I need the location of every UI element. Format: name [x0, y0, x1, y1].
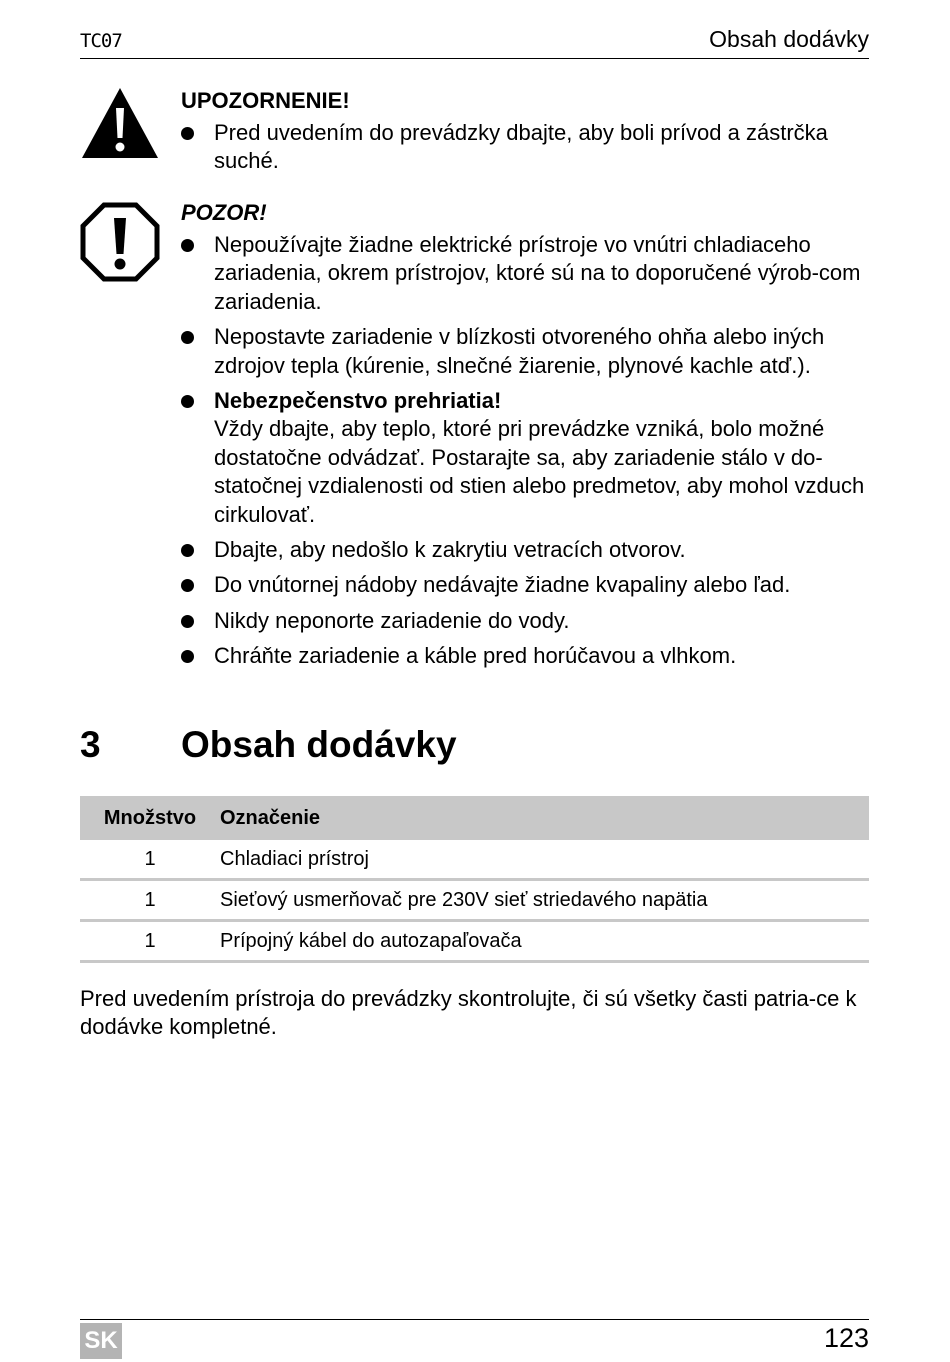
cell-quantity: 1	[80, 840, 220, 880]
warning-triangle-icon	[80, 86, 160, 166]
bullet-icon	[181, 650, 194, 663]
caution-heading: POZOR!	[181, 200, 267, 225]
cell-designation: Prípojný kábel do autozapaľovača	[220, 921, 869, 962]
list-item-text: Nepoužívajte žiadne elektrické prístroje vo vnútri chladiaceho zariadenia, okrem prístrojov, ktoré sú na to doporučené výrob-com zariadenia.	[214, 232, 861, 314]
column-header-quantity: Množstvo	[80, 796, 220, 840]
bullet-icon	[181, 239, 194, 252]
list-item-text: Nepostavte zariadenie v blízkosti otvoreného ohňa alebo iných zdrojov tepla (kúrenie, slnečné žiarenie, plynové kachle atď.).	[214, 324, 825, 378]
cell-quantity: 1	[80, 880, 220, 921]
list-item	[181, 571, 869, 599]
section-heading	[80, 724, 457, 766]
cell-quantity: 1	[80, 921, 220, 962]
list-item	[181, 323, 869, 380]
contents-table	[80, 796, 869, 963]
list-item-text: Pred uvedením do prevádzky dbajte, aby boli prívod a zástrčka suché.	[214, 120, 828, 174]
list-item-text: Chráňte zariadenie a káble pred horúčavou a vlhkom.	[214, 643, 737, 669]
header-title: Obsah dodávky	[709, 26, 869, 52]
table-row	[80, 880, 869, 921]
bullet-icon	[181, 615, 194, 628]
caution-octagon-icon	[80, 202, 160, 282]
warning-list	[181, 119, 869, 176]
bullet-icon	[181, 331, 194, 344]
page-number: 123	[823, 1323, 869, 1353]
model-name: TC07	[80, 30, 122, 52]
list-item	[181, 119, 869, 176]
list-item	[181, 607, 869, 635]
table-row	[80, 840, 869, 880]
list-item	[181, 642, 869, 670]
page-header	[80, 24, 869, 59]
list-item-text: Vždy dbajte, aby teplo, ktoré pri prevádzke vzniká, bolo možné dostatočne odvádzať. Postarajte sa, aby zariadenie stálo v do-statočnej vzdialenosti od stien alebo predmetov, aby mohol vzduch cirkulovať.	[214, 416, 865, 527]
table-header-row	[80, 796, 869, 840]
section-title: Obsah dodávky	[181, 724, 457, 765]
page-footer	[80, 1319, 869, 1362]
list-item	[181, 231, 869, 316]
table-row	[80, 921, 869, 962]
caution-notice	[80, 198, 869, 678]
bullet-icon	[181, 579, 194, 592]
cell-designation: Sieťový usmerňovač pre 230V sieť striedavého napätia	[220, 880, 869, 921]
bullet-icon	[181, 127, 194, 140]
list-item	[181, 536, 869, 564]
caution-list	[181, 231, 869, 671]
list-item-text: Do vnútornej nádoby nedávajte žiadne kvapaliny alebo ľad.	[214, 572, 791, 598]
list-item-emphasis: Nebezpečenstvo prehriatia!	[214, 388, 502, 414]
bullet-icon	[181, 395, 194, 408]
list-item-text: Dbajte, aby nedošlo k zakrytiu vetracích otvorov.	[214, 537, 686, 563]
list-item	[181, 387, 869, 529]
warning-notice	[80, 86, 869, 183]
bullet-icon	[181, 544, 194, 557]
closing-paragraph: Pred uvedením prístroja do prevádzky skontrolujte, či sú všetky časti patria-ce k dodávke kompletné.	[80, 986, 857, 1040]
list-item-text: Nikdy neponorte zariadenie do vody.	[214, 607, 570, 633]
section-number: 3	[80, 724, 101, 765]
warning-heading: UPOZORNENIE!	[181, 88, 350, 113]
language-badge: SK	[80, 1323, 122, 1359]
column-header-designation: Označenie	[220, 796, 869, 840]
cell-designation: Chladiaci prístroj	[220, 840, 869, 880]
